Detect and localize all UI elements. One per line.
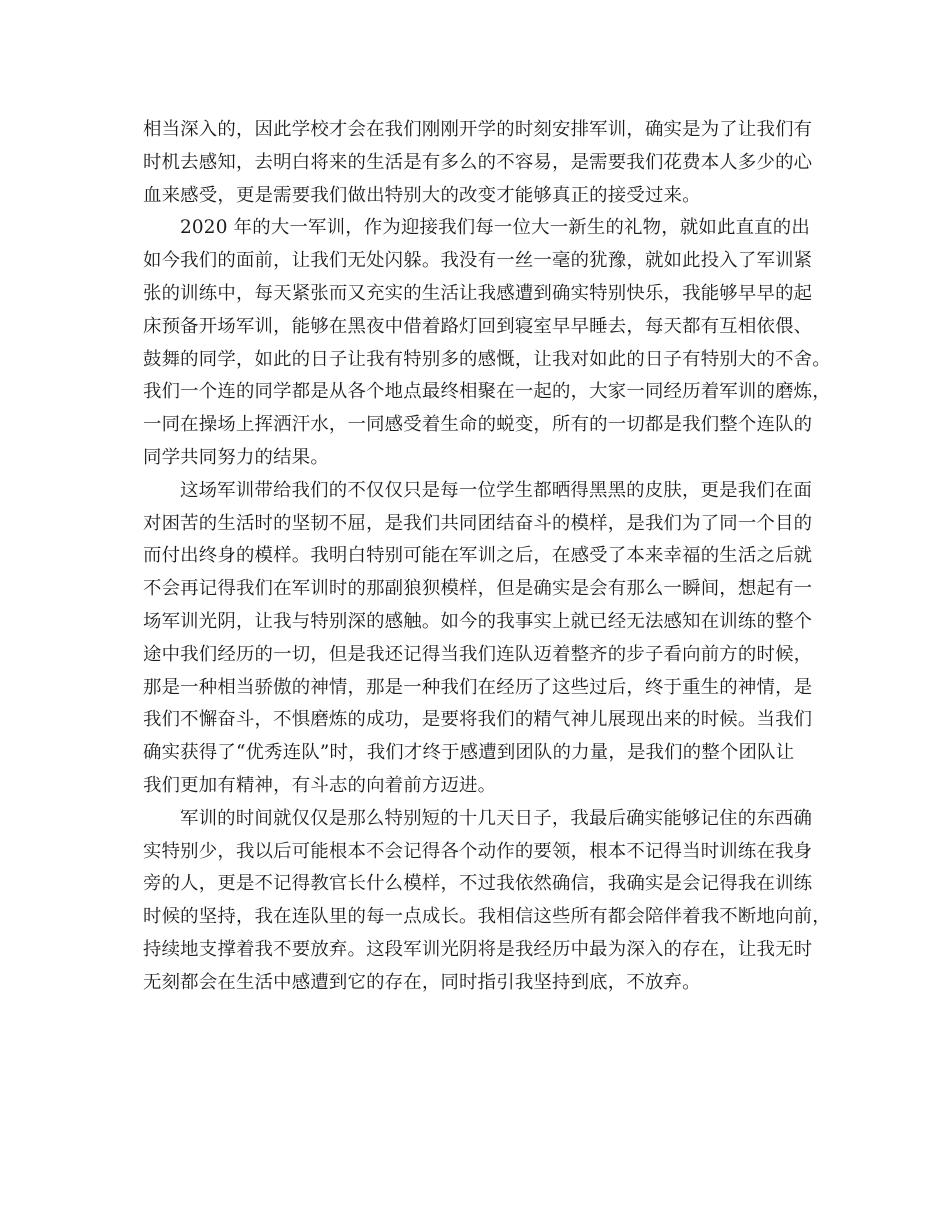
document-body xyxy=(143,114,831,1000)
text-line: 场军训光阴，让我与特别深的感触。如今的我事实上就已经无法感知在训练的整个 xyxy=(143,610,813,632)
text-line: 如今我们的面前，让我们无处闪躲。我没有一丝一毫的犹豫，就如此投入了军训紧 xyxy=(143,250,813,272)
text-line: 我们不懈奋斗，不惧磨炼的成功，是要将我们的精气神儿展现出来的时候。当我们 xyxy=(143,709,813,731)
text-line: 而付出终身的模样。我明白特别可能在军训之后，在感受了本来幸福的生活之后就 xyxy=(143,545,813,567)
text-line: 那是一种相当骄傲的神情，那是一种我们在经历了这些过后，终于重生的神情，是 xyxy=(143,676,813,698)
text-line: 2020 年的大一军训，作为迎接我们每一位大一新生的礼物，就如此直直的出 xyxy=(180,217,810,239)
text-line: 时候的坚持，我在连队里的每一点成长。我相信这些所有都会陪伴着我不断地向前， xyxy=(143,906,831,928)
text-line: 床预备开场军训，能够在黑夜中借着路灯回到寝室早早睡去，每天都有互相依偎、 xyxy=(143,315,813,337)
text-line: 血来感受，更是需要我们做出特别大的改变才能够真正的接受过来。 xyxy=(143,184,701,206)
text-line: 确实获得了“优秀连队”时，我们才终于感遭到团队的力量，是我们的整个团队让 xyxy=(143,742,795,764)
text-line: 张的训练中，每天紧张而又充实的生活让我感遭到确实特别快乐，我能够早早的起 xyxy=(143,282,813,304)
text-line: 无刻都会在生活中感遭到它的存在，同时指引我坚持到底，不放弃。 xyxy=(143,971,701,993)
text-line: 同学共同努力的结果。 xyxy=(143,446,329,468)
text-line: 我们一个连的同学都是从各个地点最终相聚在一起的，大家一同经历着军训的磨炼， xyxy=(143,381,831,403)
text-line: 途中我们经历的一切，但是我还记得当我们连队迈着整齐的步子看向前方的时候， xyxy=(143,643,813,665)
text-line: 不会再记得我们在军训时的那副狼狈模样，但是确实是会有那么一瞬间，想起有一 xyxy=(143,578,813,600)
text-line: 军训的时间就仅仅是那么特别短的十几天日子，我最后确实能够记住的东西确 xyxy=(180,807,813,829)
text-line: 持续地支撑着我不要放弃。这段军训光阴将是我经历中最为深入的存在，让我无时 xyxy=(143,938,813,960)
text-line: 鼓舞的同学，如此的日子让我有特别多的感慨，让我对如此的日子有特别大的不舍。 xyxy=(143,348,831,370)
text-line: 相当深入的，因此学校才会在我们刚刚开学的时刻安排军训，确实是为了让我们有 xyxy=(143,119,813,140)
text-line: 一同在操场上挥洒汗水，一同感受着生命的蜕变，所有的一切都是我们整个连队的 xyxy=(143,414,813,436)
text-line: 我们更加有精神，有斗志的向着前方迈进。 xyxy=(143,774,497,796)
text-line: 时机去感知，去明白将来的生活是有多么的不容易，是需要我们花费本人多少的心 xyxy=(143,151,813,173)
text-line: 对困苦的生活时的坚韧不屈，是我们共同团结奋斗的模样，是我们为了同一个目的 xyxy=(143,512,813,534)
text-line: 旁的人，更是不记得教官长什么模样，不过我依然确信，我确实是会记得我在训练 xyxy=(143,873,813,895)
text-line: 实特别少，我以后可能根本不会记得各个动作的要领，根本不记得当时训练在我身 xyxy=(143,840,813,862)
text-line: 这场军训带给我们的不仅仅只是每一位学生都晒得黑黑的皮肤，更是我们在面 xyxy=(180,479,813,501)
